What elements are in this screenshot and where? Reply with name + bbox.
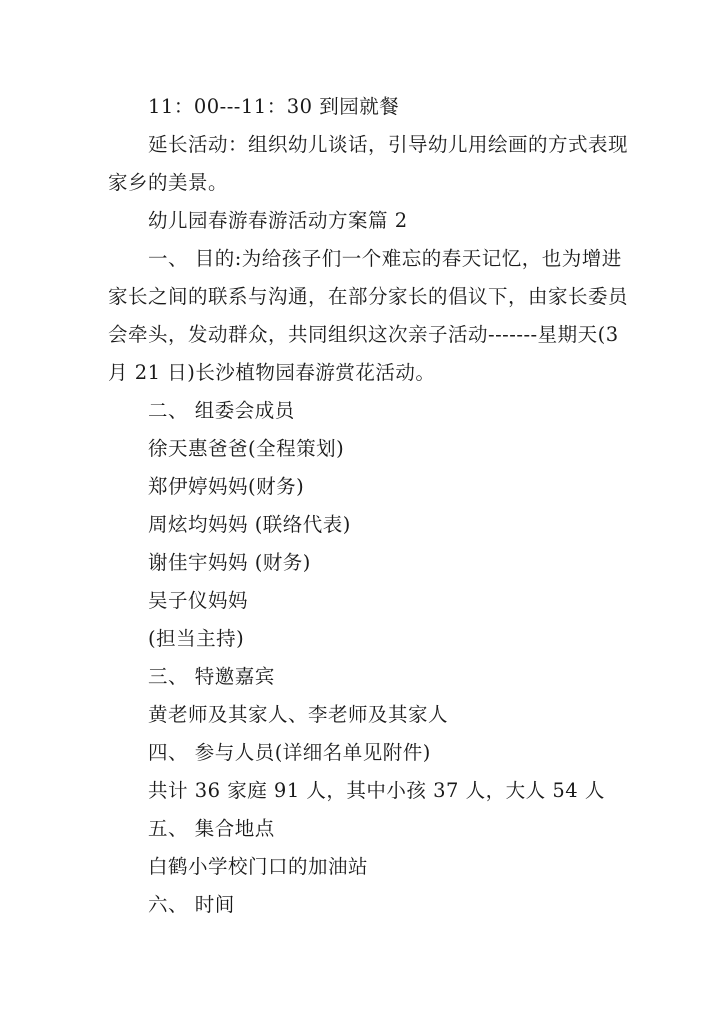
text-line: 月 21 日)长沙植物园春游赏花活动。 bbox=[108, 361, 436, 384]
text-line: 一、 目的:为给孩子们一个难忘的春天记忆，也为增进 bbox=[148, 247, 622, 270]
text-line: 共计 36 家庭 91 人，其中小孩 37 人，大人 54 人 bbox=[148, 779, 605, 802]
text-line: 延长活动：组织幼儿谈话，引导幼儿用绘画的方式表现 bbox=[148, 133, 629, 156]
text-line: 六、 时间 bbox=[148, 893, 235, 916]
text-line: 吴子仪妈妈 bbox=[148, 589, 249, 612]
text-line: 11：00---11：30 到园就餐 bbox=[148, 95, 400, 118]
text-line: 周炫均妈妈 (联络代表) bbox=[148, 513, 351, 536]
text-line: 黄老师及其家人、李老师及其家人 bbox=[148, 703, 449, 726]
text-line: 家乡的美景。 bbox=[108, 171, 229, 194]
text-line: 二、 组委会成员 bbox=[148, 399, 295, 422]
text-line: 徐天惠爸爸(全程策划) bbox=[148, 437, 345, 460]
section-heading: 幼儿园春游春游活动方案篇 2 bbox=[148, 209, 408, 232]
text-line: 家长之间的联系与沟通，在部分家长的倡议下，由家长委员 bbox=[108, 285, 629, 308]
text-line: 会牵头，发动群众，共同组织这次亲子活动-------星期天(3 bbox=[108, 323, 619, 346]
text-line: 郑伊婷妈妈(财务) bbox=[148, 475, 305, 498]
text-line: (担当主持) bbox=[148, 627, 245, 650]
text-line: 三、 特邀嘉宾 bbox=[148, 665, 275, 688]
text-line: 四、 参与人员(详细名单见附件) bbox=[148, 741, 431, 764]
text-line: 谢佳宇妈妈 (财务) bbox=[148, 551, 311, 574]
text-line: 五、 集合地点 bbox=[148, 817, 275, 840]
text-line: 白鹤小学校门口的加油站 bbox=[148, 855, 369, 878]
